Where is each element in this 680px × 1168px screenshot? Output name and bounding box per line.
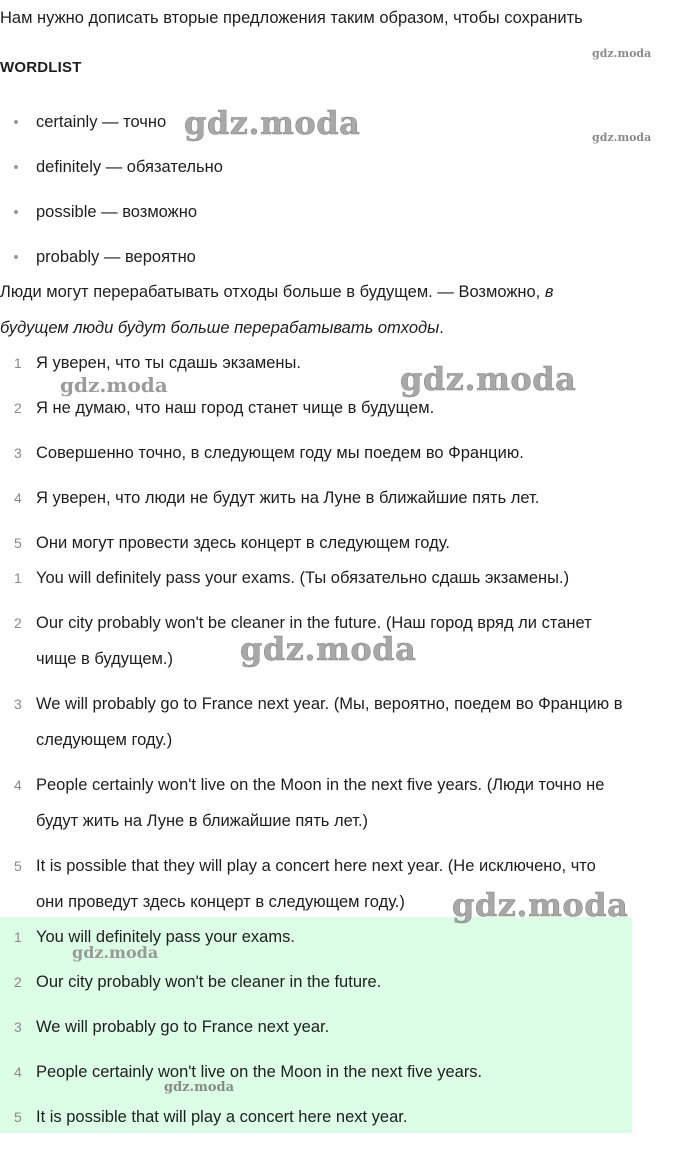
item-number: 2	[14, 615, 22, 631]
item-number: 3	[14, 1019, 22, 1035]
watermark: gdz.moda	[60, 373, 168, 397]
item-number: 5	[14, 858, 22, 874]
item-number: 4	[14, 490, 22, 506]
bullet-icon	[14, 120, 18, 124]
watermark: gdz.moda	[400, 360, 577, 398]
watermark: gdz.moda	[184, 104, 361, 142]
item-number: 5	[14, 535, 22, 551]
watermark: gdz.moda	[72, 943, 159, 962]
watermark: gdz.moda	[592, 131, 652, 144]
item-number: 1	[14, 570, 22, 586]
example-line-1: Люди могут перерабатывать отходы больше в будущем. — Возможно, в	[0, 283, 554, 301]
example-line-2: будущем люди будут больше перерабатывать отходы.	[0, 319, 444, 337]
bullet-icon	[14, 210, 18, 214]
watermark: gdz.moda	[164, 1080, 235, 1095]
item-number: 2	[14, 400, 22, 416]
item-number: 4	[14, 777, 22, 793]
item-number: 1	[14, 929, 22, 945]
item-number: 2	[14, 974, 22, 990]
item-number: 3	[14, 445, 22, 461]
item-number: 4	[14, 1064, 22, 1080]
item-number: 5	[14, 1109, 22, 1125]
wordlist-heading: WORDLIST	[0, 59, 82, 76]
watermark: gdz.moda	[592, 47, 652, 60]
item-number: 3	[14, 696, 22, 712]
item-number: 1	[14, 355, 22, 371]
bullet-icon	[14, 255, 18, 259]
watermark: gdz.moda	[240, 630, 417, 668]
watermark: gdz.moda	[452, 886, 629, 924]
intro-text: Нам нужно дописать вторые предложения таким образом, чтобы сохранить	[0, 9, 583, 27]
bullet-icon	[14, 165, 18, 169]
